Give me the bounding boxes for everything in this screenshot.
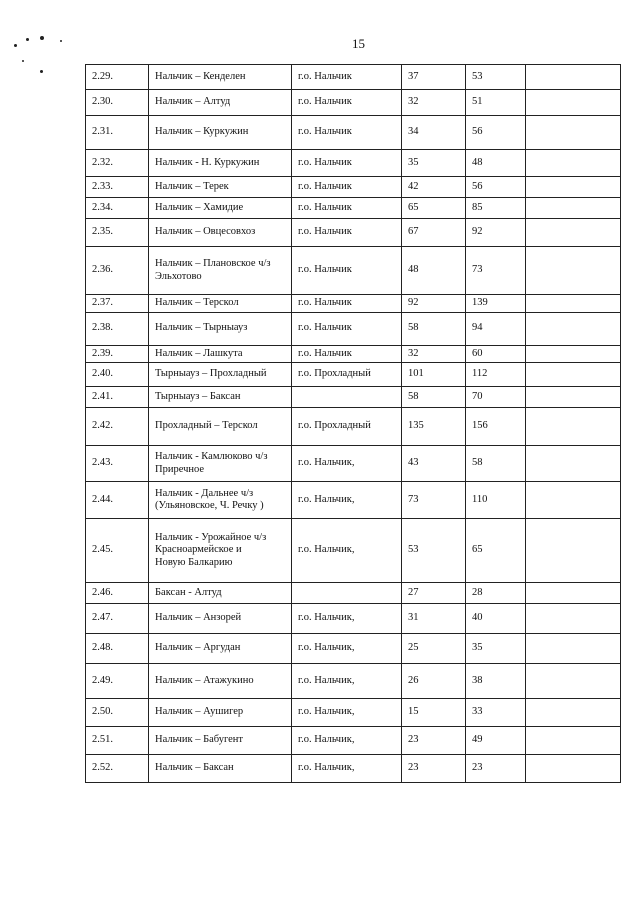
route-name: Баксан - Алтуд (149, 583, 292, 604)
empty-cell (526, 295, 621, 313)
row-number: 2.35. (86, 219, 149, 247)
value-b: 139 (466, 295, 526, 313)
table-row (86, 699, 621, 727)
value-a: 67 (402, 219, 466, 247)
district-name: г.о. Нальчик (292, 150, 402, 177)
value-a: 43 (402, 446, 466, 482)
empty-cell (526, 247, 621, 295)
scan-speck (14, 44, 17, 47)
value-a: 58 (402, 312, 466, 345)
value-b: 85 (466, 198, 526, 219)
row-number: 2.38. (86, 312, 149, 345)
table-row (86, 408, 621, 446)
empty-cell (526, 755, 621, 783)
district-name: г.о. Нальчик, (292, 604, 402, 634)
value-a: 65 (402, 198, 466, 219)
value-a: 42 (402, 177, 466, 198)
row-number: 2.34. (86, 198, 149, 219)
value-b: 70 (466, 387, 526, 408)
route-name: Тырныауз – Прохладный (149, 363, 292, 387)
empty-cell (526, 604, 621, 634)
table-row (86, 387, 621, 408)
district-name (292, 583, 402, 604)
table-row (86, 482, 621, 519)
value-a: 53 (402, 519, 466, 583)
route-name: Тырныауз – Баксан (149, 387, 292, 408)
route-name: Нальчик – Анзорей (149, 604, 292, 634)
row-number: 2.43. (86, 446, 149, 482)
route-name: Нальчик – Терскол (149, 295, 292, 313)
value-b: 110 (466, 482, 526, 519)
row-number: 2.46. (86, 583, 149, 604)
value-b: 73 (466, 247, 526, 295)
value-a: 58 (402, 387, 466, 408)
route-name: Нальчик – Терек (149, 177, 292, 198)
row-number: 2.51. (86, 727, 149, 755)
route-name: Нальчик – Аушигер (149, 699, 292, 727)
value-b: 56 (466, 177, 526, 198)
district-name: г.о. Нальчик (292, 247, 402, 295)
table-row (86, 295, 621, 313)
district-name: г.о. Нальчик, (292, 446, 402, 482)
table-row (86, 198, 621, 219)
empty-cell (526, 65, 621, 90)
district-name: г.о. Нальчик, (292, 634, 402, 664)
route-name: Нальчик – Лашкута (149, 345, 292, 363)
row-number: 2.29. (86, 65, 149, 90)
empty-cell (526, 219, 621, 247)
route-name: Нальчик – Атажукино (149, 664, 292, 699)
value-b: 65 (466, 519, 526, 583)
empty-cell (526, 116, 621, 150)
page-number: 15 (352, 36, 365, 51)
value-a: 92 (402, 295, 466, 313)
value-a: 23 (402, 755, 466, 783)
value-b: 92 (466, 219, 526, 247)
value-b: 94 (466, 312, 526, 345)
route-name: Нальчик – Кенделен (149, 65, 292, 90)
district-name: г.о. Нальчик (292, 295, 402, 313)
route-name: Прохладный – Терскол (149, 408, 292, 446)
route-name: Нальчик - Н. Куркужин (149, 150, 292, 177)
district-name: г.о. Нальчик (292, 65, 402, 90)
district-name: г.о. Нальчик, (292, 519, 402, 583)
district-name: г.о. Нальчик, (292, 755, 402, 783)
empty-cell (526, 177, 621, 198)
value-b: 112 (466, 363, 526, 387)
value-b: 48 (466, 150, 526, 177)
table-row (86, 519, 621, 583)
district-name: г.о. Нальчик (292, 116, 402, 150)
table-row (86, 219, 621, 247)
row-number: 2.49. (86, 664, 149, 699)
table-row (86, 755, 621, 783)
row-number: 2.52. (86, 755, 149, 783)
value-a: 15 (402, 699, 466, 727)
empty-cell (526, 699, 621, 727)
empty-cell (526, 482, 621, 519)
empty-cell (526, 150, 621, 177)
row-number: 2.50. (86, 699, 149, 727)
value-b: 38 (466, 664, 526, 699)
table-row (86, 177, 621, 198)
value-b: 49 (466, 727, 526, 755)
empty-cell (526, 387, 621, 408)
route-name: Нальчик – Хамидие (149, 198, 292, 219)
value-a: 32 (402, 345, 466, 363)
row-number: 2.36. (86, 247, 149, 295)
district-name (292, 387, 402, 408)
scan-speck (26, 38, 29, 41)
table-row (86, 583, 621, 604)
route-name: Нальчик – Бабугент (149, 727, 292, 755)
empty-cell (526, 519, 621, 583)
table-row (86, 664, 621, 699)
empty-cell (526, 446, 621, 482)
table-row (86, 446, 621, 482)
route-name: Нальчик - Урожайное ч/з Красноармейское и Новую Балкарию (149, 519, 292, 583)
value-b: 53 (466, 65, 526, 90)
value-a: 48 (402, 247, 466, 295)
empty-cell (526, 312, 621, 345)
district-name: г.о. Нальчик (292, 177, 402, 198)
value-b: 60 (466, 345, 526, 363)
empty-cell (526, 408, 621, 446)
district-name: г.о. Прохладный (292, 408, 402, 446)
route-name: Нальчик – Куркужин (149, 116, 292, 150)
row-number: 2.45. (86, 519, 149, 583)
empty-cell (526, 90, 621, 116)
table-row (86, 634, 621, 664)
table-row (86, 247, 621, 295)
table-row (86, 150, 621, 177)
value-a: 25 (402, 634, 466, 664)
value-a: 34 (402, 116, 466, 150)
value-b: 23 (466, 755, 526, 783)
row-number: 2.48. (86, 634, 149, 664)
district-name: г.о. Нальчик (292, 198, 402, 219)
value-b: 35 (466, 634, 526, 664)
scan-speck (60, 40, 62, 42)
table-row (86, 604, 621, 634)
table-row (86, 116, 621, 150)
district-name: г.о. Нальчик (292, 90, 402, 116)
routes-table-body (86, 65, 621, 783)
district-name: г.о. Нальчик (292, 219, 402, 247)
district-name: г.о. Нальчик (292, 345, 402, 363)
route-name: Нальчик – Плановское ч/з Эльхотово (149, 247, 292, 295)
route-name: Нальчик – Аргудан (149, 634, 292, 664)
value-a: 101 (402, 363, 466, 387)
route-name: Нальчик – Овцесовхоз (149, 219, 292, 247)
table-row (86, 345, 621, 363)
value-b: 33 (466, 699, 526, 727)
empty-cell (526, 583, 621, 604)
district-name: г.о. Нальчик, (292, 482, 402, 519)
value-b: 28 (466, 583, 526, 604)
value-a: 27 (402, 583, 466, 604)
value-b: 58 (466, 446, 526, 482)
row-number: 2.42. (86, 408, 149, 446)
route-name: Нальчик - Камлюково ч/з Приречное (149, 446, 292, 482)
value-a: 135 (402, 408, 466, 446)
route-name: Нальчик - Дальнее ч/з (Ульяновское, Ч. Речку ) (149, 482, 292, 519)
empty-cell (526, 634, 621, 664)
row-number: 2.40. (86, 363, 149, 387)
scan-speck (40, 36, 44, 40)
value-a: 73 (402, 482, 466, 519)
table-row (86, 65, 621, 90)
value-a: 37 (402, 65, 466, 90)
row-number: 2.47. (86, 604, 149, 634)
table-row (86, 363, 621, 387)
value-a: 32 (402, 90, 466, 116)
row-number: 2.31. (86, 116, 149, 150)
row-number: 2.32. (86, 150, 149, 177)
value-a: 26 (402, 664, 466, 699)
district-name: г.о. Нальчик, (292, 664, 402, 699)
route-name: Нальчик – Тырныауз (149, 312, 292, 345)
table-row (86, 90, 621, 116)
scan-speck (22, 60, 24, 62)
empty-cell (526, 727, 621, 755)
row-number: 2.41. (86, 387, 149, 408)
empty-cell (526, 363, 621, 387)
district-name: г.о. Прохладный (292, 363, 402, 387)
row-number: 2.44. (86, 482, 149, 519)
value-a: 23 (402, 727, 466, 755)
district-name: г.о. Нальчик, (292, 727, 402, 755)
district-name: г.о. Нальчик (292, 312, 402, 345)
value-a: 35 (402, 150, 466, 177)
row-number: 2.33. (86, 177, 149, 198)
value-b: 40 (466, 604, 526, 634)
value-b: 56 (466, 116, 526, 150)
empty-cell (526, 345, 621, 363)
routes-table (85, 64, 621, 783)
value-b: 156 (466, 408, 526, 446)
row-number: 2.30. (86, 90, 149, 116)
route-name: Нальчик – Алтуд (149, 90, 292, 116)
row-number: 2.37. (86, 295, 149, 313)
value-a: 31 (402, 604, 466, 634)
value-b: 51 (466, 90, 526, 116)
empty-cell (526, 198, 621, 219)
row-number: 2.39. (86, 345, 149, 363)
district-name: г.о. Нальчик, (292, 699, 402, 727)
table-row (86, 727, 621, 755)
table-row (86, 312, 621, 345)
route-name: Нальчик – Баксан (149, 755, 292, 783)
scan-speck (40, 70, 43, 73)
empty-cell (526, 664, 621, 699)
